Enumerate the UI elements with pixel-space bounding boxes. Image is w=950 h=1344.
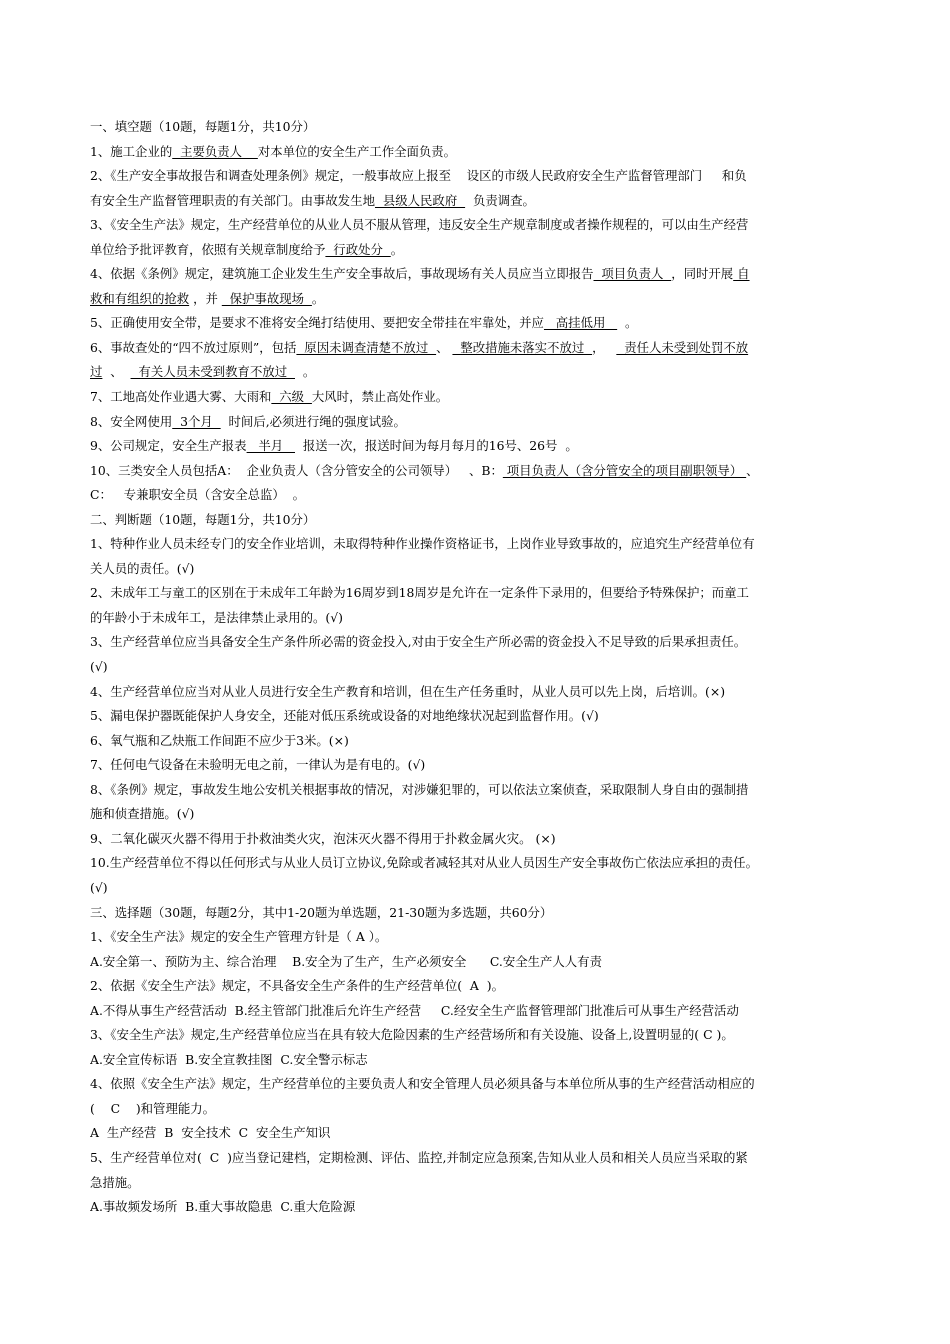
mc-question-5-options: A.事故频发场所 B.重大事故隐患 C.重大危险源 — [90, 1199, 356, 1215]
tf-question-3-line1: 3、生产经营单位应当具备安全生产条件所必需的资金投入,对由于安全生产所必需的资金投入不足导致的后果承担责任。 — [90, 634, 747, 650]
fill-question-4-line1: 4、依据《条例》规定，建筑施工企业发生生产安全事故后，事故现场有关人员应当立即报告 项目负责人 ，同时开展 自 — [90, 266, 750, 282]
answer-blank: 项目负责人 — [593, 266, 672, 282]
answer-blank: 自 — [733, 266, 750, 282]
tf-question-8-line1: 8、《条例》规定，事故发生地公安机关根据事故的情况，对涉嫌犯罪的，可以依法立案侦查，采取限制人身自由的强制措 — [90, 781, 749, 797]
fill-question-3-line2: 单位给予批评教育，依照有关规章制度给予 行政处分 。 — [90, 241, 404, 257]
mc-question-5-line1: 5、生产经营单位对( C )应当登记建档，定期检测、评估、监控,并制定应急预案,告知从业人员和相关人员应当采取的紧 — [90, 1149, 748, 1165]
tf-question-3-line2: (√) — [90, 659, 108, 675]
mc-question-4-line1: 4、依照《安全生产法》规定，生产经营单位的主要负责人和安全管理人员必须具备与本单位所从事的生产经营活动相应的 — [90, 1076, 755, 1092]
mc-question-3-options: A.安全宣传标语 B.安全宣教挂图 C.安全警示标志 — [90, 1051, 368, 1067]
tf-question-5: 5、漏电保护器既能保护人身安全，还能对低压系统或设备的对地绝缘状况起到监督作用。(√) — [90, 708, 599, 724]
fill-question-7: 7、工地高处作业遇大雾、大雨和 六级 大风时，禁止高处作业。 — [90, 389, 449, 405]
tf-question-7: 7、任何电气设备在未验明无电之前，一律认为是有电的。(√) — [90, 757, 426, 773]
tf-question-1-line1: 1、特种作业人员未经专门的安全作业培训，未取得特种作业操作资格证书，上岗作业导致事故的，应追究生产经营单位有 — [90, 536, 755, 552]
answer-blank: 项目负责人（含分管安全的项目副职领导） — [502, 462, 747, 478]
fill-question-8: 8、安全网使用 3个月 时间后,必须进行绳的强度试验。 — [90, 413, 406, 429]
fill-question-5: 5、正确使用安全带，是要求不准将安全绳打结使用、要把安全带挂在牢靠处，并应 高挂低用 。 — [90, 315, 638, 331]
tf-question-6: 6、氧气瓶和乙炔瓶工作间距不应少于3米。(×) — [90, 732, 349, 748]
document-page — [90, 115, 870, 1220]
answer-blank: 行政处分 — [325, 241, 391, 257]
section-title-multiple-choice: 三、选择题（30题，每题2分，其中1-20题为单选题，21-30题为多选题，共60分） — [90, 904, 553, 920]
mc-question-1: 1、《安全生产法》规定的安全生产管理方针是（ A ）。 — [90, 929, 388, 945]
mc-question-4-line2: ( C )和管理能力。 — [90, 1100, 216, 1116]
answer-blank: 有关人员未受到教育不放过 — [130, 364, 295, 380]
fill-question-4-line2: 救和有组织的抢救 ，并 保护事故现场 。 — [90, 290, 325, 306]
fill-question-1: 1、施工企业的 主要负责人 对本单位的安全生产工作全面负责。 — [90, 143, 457, 159]
mc-question-2-options: A.不得从事生产经营活动 B.经主管部门批准后允许生产经营 C.经安全生产监督管理部门批准后可从事生产经营活动 — [90, 1002, 739, 1018]
answer-blank: 主要负责人 — [172, 143, 258, 159]
answer-blank: 六级 — [271, 389, 312, 405]
answer-blank: 半月 — [246, 438, 295, 454]
section-title-fill-blank: 一、填空题（10题，每题1分，共10分） — [90, 119, 316, 134]
fill-question-6-line1: 6、事故查处的“四不放过原则”，包括 原因未调查清楚不放过 、 整改措施未落实不放过 ， 责任人未受到处罚不放 — [90, 339, 749, 355]
answer-blank: 保护事故现场 — [221, 290, 312, 306]
mc-question-5-line2: 急措施。 — [90, 1174, 140, 1190]
tf-question-2-line2: 的年龄小于未成年工，是法律禁止录用的。(√) — [90, 609, 343, 625]
fill-question-3-line1: 3、《安全生产法》规定，生产经营单位的从业人员不服从管理，违反安全生产规章制度或者操作规程的，可以由生产经营 — [90, 217, 749, 233]
tf-question-4: 4、生产经营单位应当对从业人员进行安全生产教育和培训，但在生产任务重时，从业人员可以先上岗，后培训。(×) — [90, 683, 726, 699]
mc-question-4-options: A 生产经营 B 安全技术 C 安全生产知识 — [90, 1125, 331, 1141]
tf-question-9: 9、二氧化碳灭火器不得用于扑救油类火灾，泡沫灭火器不得用于扑救金属火灾。 (×) — [90, 830, 556, 846]
tf-question-10-line2: (√) — [90, 879, 108, 895]
answer-blank: 县级人民政府 — [374, 192, 466, 208]
mc-question-1-options: A.安全第一、预防为主、综合治理 B.安全为了生产，生产必须安全 C.安全生产人人有责 — [90, 953, 602, 969]
answer-blank: 原因未调查清楚不放过 — [296, 339, 437, 355]
answer-blank: 责任人未受到处罚不放 — [616, 339, 749, 355]
answer-blank: 3个月 — [172, 413, 221, 429]
fill-question-9: 9、公司规定，安全生产报表 半月 报送一次，报送时间为每月每月的16号、26号 。 — [90, 438, 578, 454]
answer-blank: 高挂低用 — [543, 315, 618, 331]
tf-question-1-line2: 关人员的责任。(√) — [90, 560, 195, 576]
mc-question-3: 3、《安全生产法》规定,生产经营单位应当在具有较大危险因素的生产经营场所和有关设施、设备上,设置明显的( C )。 — [90, 1027, 734, 1043]
fill-question-6-line2: 过 、 有关人员未受到教育不放过 。 — [90, 364, 316, 380]
tf-question-10-line1: 10.生产经营单位不得以任何形式与从业人员订立协议,免除或者减轻其对从业人员因生产安全事故伤亡依法应承担的责任。 — [90, 855, 758, 871]
fill-question-10-line2: C： 专兼职安全员（含安全总监） 。 — [90, 487, 306, 503]
fill-question-2-line1: 2、《生产安全事故报告和调查处理条例》规定，一般事故应上报至 设区的市级人民政府安全生产监督管理部门 和负 — [90, 168, 747, 184]
tf-question-8-line2: 施和侦查措施。(√) — [90, 806, 195, 822]
answer-blank: 救和有组织的抢救 — [90, 290, 190, 306]
answer-blank: 过 — [90, 364, 103, 380]
section-title-true-false: 二、判断题（10题，每题1分，共10分） — [90, 511, 316, 527]
tf-question-2-line1: 2、未成年工与童工的区别在于未成年工年龄为16周岁到18周岁是允许在一定条件下录用的，但要给予特殊保护；而童工 — [90, 585, 749, 601]
answer-blank: 整改措施未落实不放过 — [452, 339, 593, 355]
fill-question-10-line1: 10、三类安全人员包括A： 企业负责人（含分管安全的公司领导） 、B： 项目负责人（含分管安全的项目副职领导） 、 — [90, 462, 759, 478]
fill-question-2-line2: 有安全生产监督管理职责的有关部门。由事故发生地 县级人民政府 负责调查。 — [90, 192, 535, 208]
mc-question-2: 2、依据《安全生产法》规定，不具备安全生产条件的生产经营单位( A )。 — [90, 978, 504, 994]
